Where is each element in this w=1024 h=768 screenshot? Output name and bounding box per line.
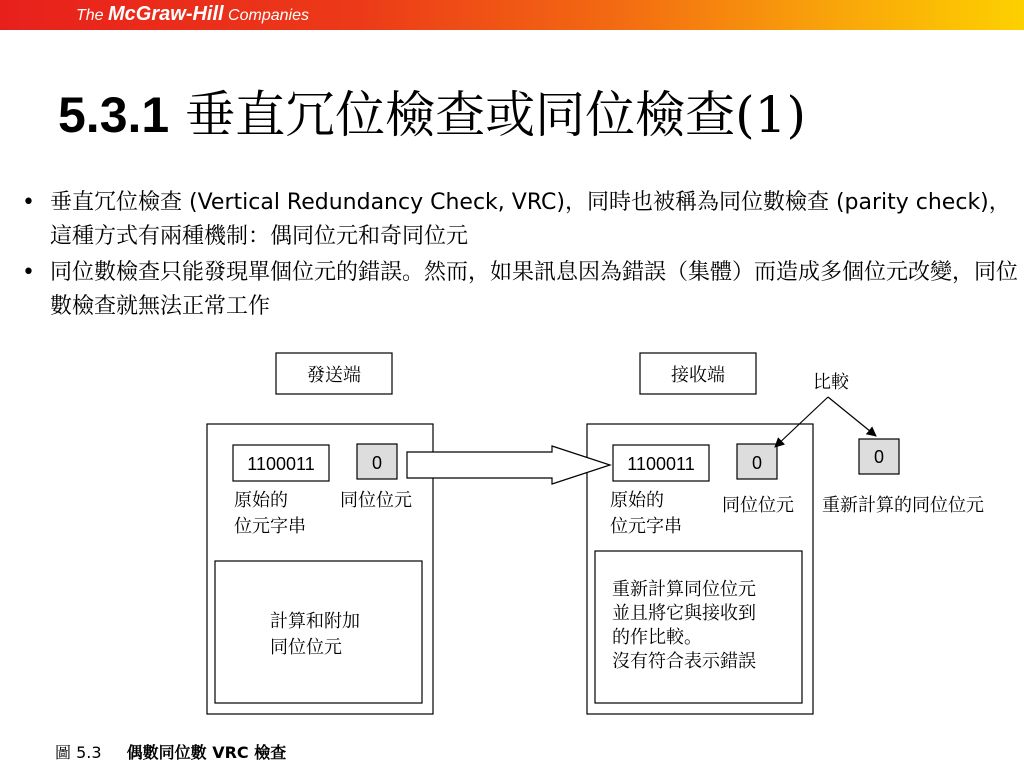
sender-original-label-1: 原始的	[234, 490, 288, 511]
transmission-arrow	[407, 446, 610, 484]
receiver-original-label-2: 位元字串	[610, 516, 682, 537]
sender-parity: 0	[371, 453, 383, 473]
receiver-process-line-2: 並且將它與接收到	[612, 603, 756, 624]
sender-label: 發送端	[307, 365, 361, 386]
receiver-process-line-1: 重新計算同位位元	[612, 579, 756, 600]
compare-label: 比較	[813, 372, 849, 393]
title-text: 垂直冗位檢查或同位檢查(1)	[185, 86, 806, 144]
logo-prefix: The	[76, 7, 109, 24]
caption-text: 偶數同位數 VRC 檢查	[126, 743, 287, 762]
sender-process-line-2: 同位位元	[270, 637, 342, 658]
receiver-label: 接收端	[671, 365, 725, 386]
title-number: 5.3.1	[58, 87, 170, 143]
sender-parity-label: 同位位元	[340, 490, 412, 511]
logo-suffix: Companies	[223, 7, 309, 24]
figure-caption	[55, 740, 286, 763]
bullet-marker: •	[22, 190, 35, 215]
receiver-bits: 1100011	[627, 454, 695, 474]
recalc-parity: 0	[873, 447, 885, 467]
sender-process-line-1: 計算和附加	[270, 611, 360, 632]
compare-arrow-right	[828, 397, 876, 436]
receiver-parity-label: 同位位元	[722, 495, 794, 516]
sender-bits: 1100011	[247, 454, 315, 474]
bullet-text: 垂直冗位檢查 (Vertical Redundancy Check, VRC)，同時也被稱為同位數檢查 (parity check)，這種方式有兩種機制：偶同位元和奇同位元	[50, 190, 1011, 249]
receiver-process-line-4: 沒有符合表示錯誤	[612, 651, 756, 672]
bullet-marker: •	[22, 260, 35, 285]
receiver-process-line-3: 的作比較。	[612, 627, 702, 648]
receiver-parity: 0	[751, 453, 763, 473]
recalc-parity-label: 重新計算的同位位元	[822, 495, 984, 516]
sender-process-box	[215, 561, 422, 703]
logo-brand: McGraw-Hill	[108, 3, 224, 25]
figure-number: 圖 5.3	[55, 743, 102, 762]
bullet-text: 同位數檢查只能發現單個位元的錯誤。然而，如果訊息因為錯誤（集體）而造成多個位元改變，同位數檢查就無法正常工作	[50, 260, 1019, 319]
sender-original-label-2: 位元字串	[234, 516, 306, 537]
receiver-original-label-1: 原始的	[610, 490, 664, 511]
